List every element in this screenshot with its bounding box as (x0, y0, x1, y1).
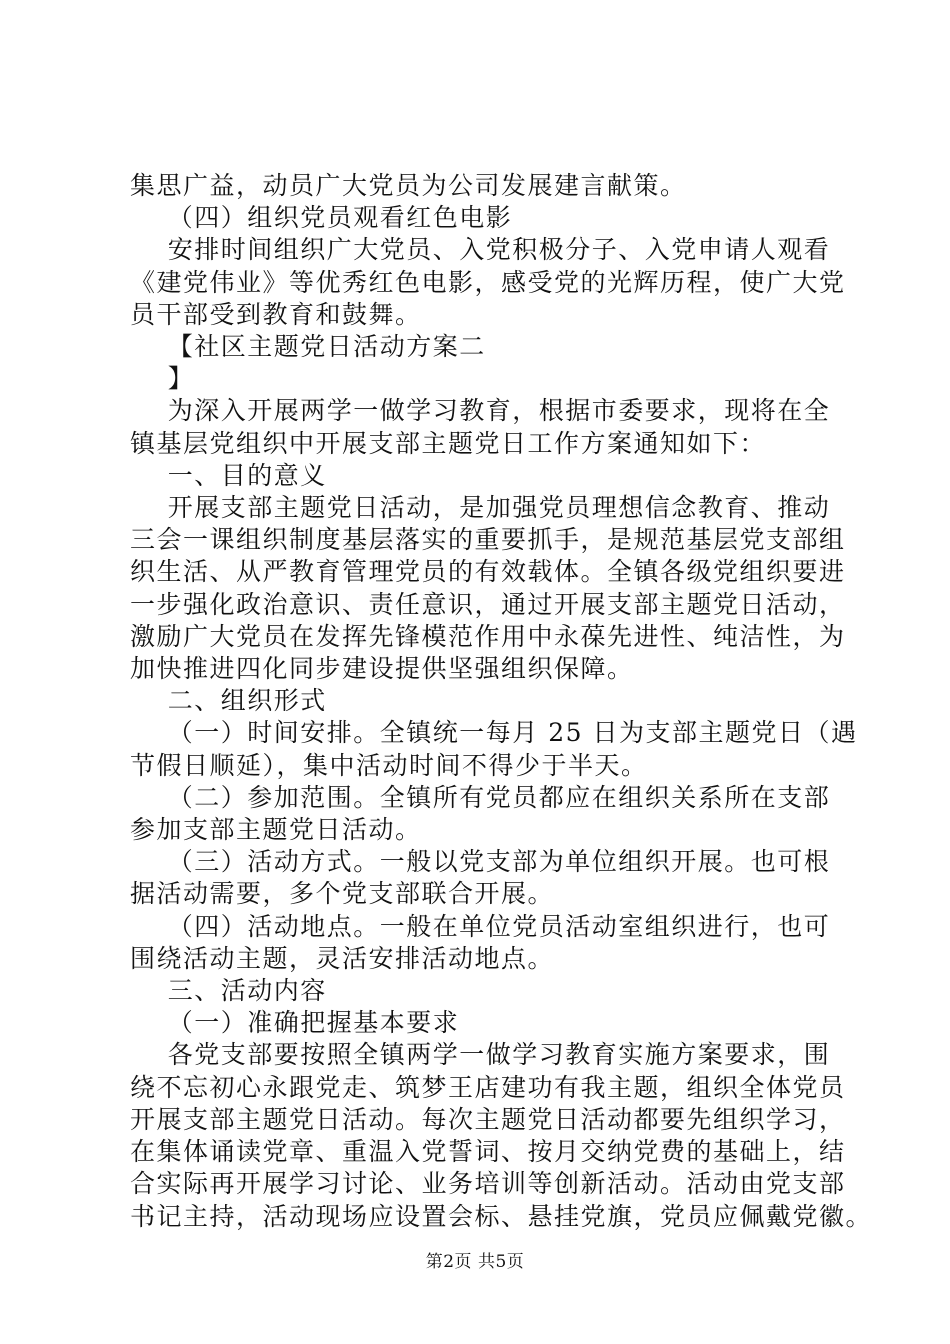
section-heading-line: 一、目的意义 (130, 460, 327, 490)
body-line: （二）参加范围。全镇所有党员都应在组织关系所在支部 (130, 782, 831, 812)
section-heading-line: 【社区主题党日活动方案二 (130, 332, 486, 362)
subsection-heading-line: （一）准确把握基本要求 (130, 1008, 460, 1038)
page-number-footer: 第2页 共5页 (425, 1252, 525, 1272)
body-line: 绕不忘初心永跟党走、筑梦王店建功有我主题，组织全体党员 (130, 1072, 846, 1102)
body-line: （四）活动地点。一般在单位党员活动室组织进行，也可 (130, 911, 831, 941)
body-line: 为深入开展两学一做学习教育，根据市委要求，现将在全 (130, 396, 831, 426)
body-line: （三）活动方式。一般以党支部为单位组织开展。也可根 (130, 847, 831, 877)
section-heading-line: 二、组织形式 (130, 686, 327, 716)
body-line: 开展支部主题党日活动。每次主题党日活动都要先组织学习， (130, 1104, 846, 1134)
body-line: 在集体诵读党章、重温入党誓词、按月交纳党费的基础上，结 (130, 1137, 846, 1167)
body-line: （四）组织党员观看红色电影 (130, 203, 513, 233)
body-line: 织生活、从严教育管理党员的有效载体。全镇各级党组织要进 (130, 557, 846, 587)
section-heading-line: 】 (130, 364, 195, 394)
body-line: 合实际再开展学习讨论、业务培训等创新活动。活动由党支部 (130, 1169, 846, 1199)
section-heading-line: 三、活动内容 (130, 976, 327, 1006)
body-line: 据活动需要，多个党支部联合开展。 (130, 879, 555, 909)
body-line: 镇基层党组织中开展支部主题党日工作方案通知如下： (130, 428, 767, 458)
body-line: 开展支部主题党日活动，是加强党员理想信念教育、推动 (130, 493, 831, 523)
body-line: 围绕活动主题，灵活安排活动地点。 (130, 943, 555, 973)
body-line: 员干部受到教育和鼓舞。 (130, 299, 422, 329)
body-line: 各党支部要按照全镇两学一做学习教育实施方案要求，围 (130, 1040, 831, 1070)
body-line: 加快推进四化同步建设提供坚强组织保障。 (130, 654, 634, 684)
body-line: 参加支部主题党日活动。 (130, 815, 422, 845)
body-line: 安排时间组织广大党员、入党积极分子、入党申请人观看 (130, 235, 831, 265)
body-line: 书记主持，活动现场应设置会标、悬挂党旗，党员应佩戴党徽。 (130, 1201, 873, 1231)
document-body (130, 170, 873, 1233)
body-line: 《建党伟业》等优秀红色电影，感受党的光辉历程，使广大党 (130, 267, 846, 297)
body-line: 激励广大党员在发挥先锋模范作用中永葆先进性、纯洁性，为 (130, 621, 846, 651)
body-line: 节假日顺延），集中活动时间不得少于半天。 (130, 750, 648, 780)
body-line: 一步强化政治意识、责任意识，通过开展支部主题党日活动， (130, 589, 846, 619)
body-line: 集思广益，动员广大党员为公司发展建言献策。 (130, 171, 687, 200)
body-line: （一）时间安排。全镇统一每月 25 日为支部主题党日（遇 (130, 718, 858, 748)
body-line: 三会一课组织制度基层落实的重要抓手，是规范基层党支部组 (130, 525, 846, 555)
